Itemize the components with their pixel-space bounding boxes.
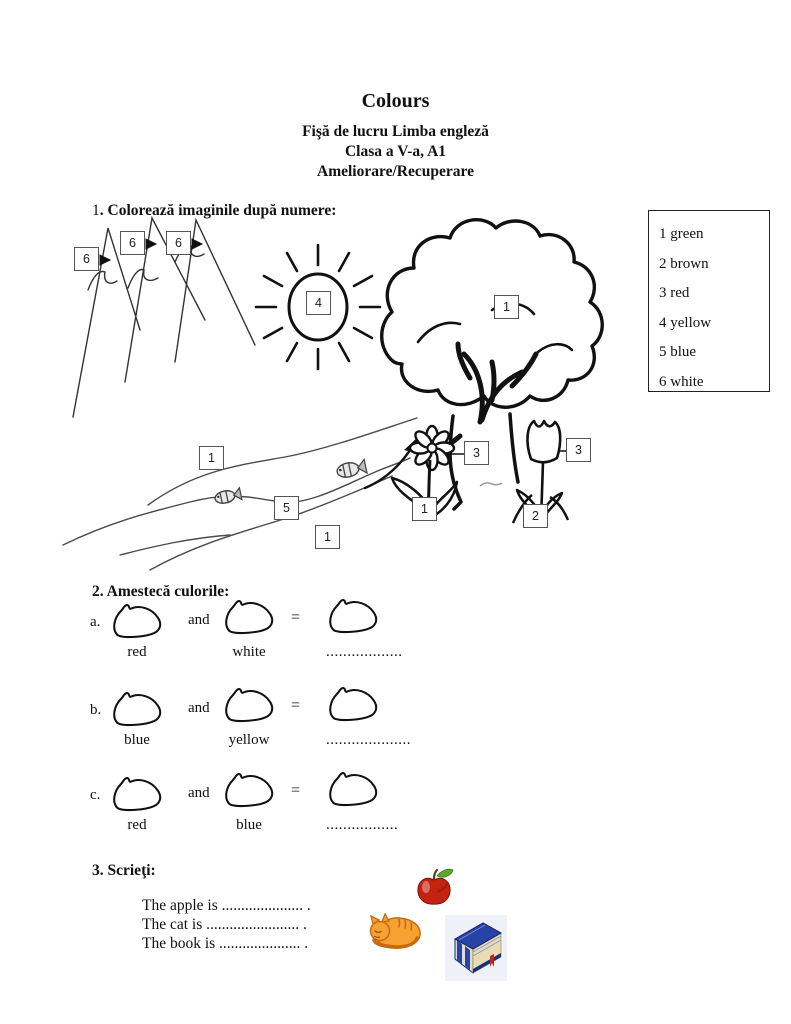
write-line: The apple is ..................... . — [142, 897, 311, 914]
result-dots: .................... — [326, 732, 411, 748]
subtitle-line: Ameliorare/Recuperare — [317, 163, 474, 180]
subtitle-line: Clasa a V-a, A1 — [344, 143, 447, 160]
mix-row-a — [88, 598, 418, 676]
section1-number: 1 — [92, 202, 100, 219]
paint-blob-icon — [110, 773, 166, 815]
number-box: 3 — [566, 438, 591, 462]
number-box: 6 — [166, 231, 191, 255]
equals-sign: = — [291, 609, 301, 626]
number-box: 5 — [274, 496, 299, 520]
fish-icon — [336, 459, 367, 479]
result-dots: .................. — [326, 644, 403, 660]
mountains — [73, 218, 255, 417]
section2-heading: 2. Amestecă culorile: — [92, 583, 230, 600]
write-lines — [142, 896, 311, 953]
worksheet-header — [0, 90, 791, 182]
number-box: 3 — [464, 441, 489, 465]
page-title: Colours — [361, 90, 430, 112]
equals-sign: = — [291, 782, 301, 799]
mix-row-b — [88, 686, 418, 764]
row-letter: b. — [90, 702, 102, 718]
number-box: 6 — [74, 247, 99, 271]
number-box: 4 — [306, 291, 331, 315]
write-line: The cat is ........................ . — [142, 916, 307, 933]
equals-sign: = — [291, 697, 301, 714]
mix-row-c — [88, 771, 418, 849]
tree — [382, 220, 603, 509]
fish-icon — [214, 488, 242, 505]
box-arrows — [100, 239, 566, 459]
color-label: red — [127, 644, 147, 660]
row-letter: c. — [90, 787, 101, 803]
grass — [480, 483, 502, 486]
apple-illustration — [413, 868, 455, 906]
paint-blob-icon — [110, 600, 166, 642]
and-label: and — [188, 785, 210, 801]
legend-item: 6 white — [659, 373, 704, 390]
write-line: The book is ..................... . — [142, 935, 309, 952]
color-label: blue — [236, 817, 262, 833]
paint-blob-icon — [222, 596, 278, 638]
subtitle-line: Fişă de lucru Limba engleză — [302, 123, 489, 140]
legend-item: 3 red — [659, 285, 690, 301]
color-label: blue — [124, 732, 150, 748]
result-dots: ................. — [326, 817, 399, 833]
and-label: and — [188, 700, 210, 716]
color-label: red — [127, 817, 147, 833]
paint-blob-icon — [326, 768, 382, 810]
section1-heading-text: . Colorează imaginile după numere: — [99, 202, 337, 219]
row-letter: a. — [90, 614, 101, 630]
number-box: 6 — [120, 231, 145, 255]
book-illustration — [445, 915, 507, 981]
number-box: 1 — [412, 497, 437, 521]
paint-blob-icon — [326, 683, 382, 725]
paint-blob-icon — [326, 595, 382, 637]
number-box: 1 — [494, 295, 519, 319]
legend-item: 5 blue — [659, 344, 697, 360]
number-box: 1 — [315, 525, 340, 549]
legend-item: 4 yellow — [659, 314, 712, 331]
paint-blob-icon — [110, 688, 166, 730]
legend-box — [648, 210, 770, 392]
scene-drawing — [40, 210, 655, 575]
and-label: and — [188, 612, 210, 628]
legend-item: 1 green — [659, 226, 704, 242]
color-label: white — [232, 644, 266, 660]
cat-illustration — [365, 910, 425, 952]
paint-blob-icon — [222, 769, 278, 811]
color-label: yellow — [228, 732, 270, 748]
number-box: 2 — [523, 504, 548, 528]
number-box: 1 — [199, 446, 224, 470]
section3-heading: 3. Scrieţi: — [92, 862, 156, 879]
paint-blob-icon — [222, 684, 278, 726]
legend-item: 2 brown — [659, 255, 709, 272]
